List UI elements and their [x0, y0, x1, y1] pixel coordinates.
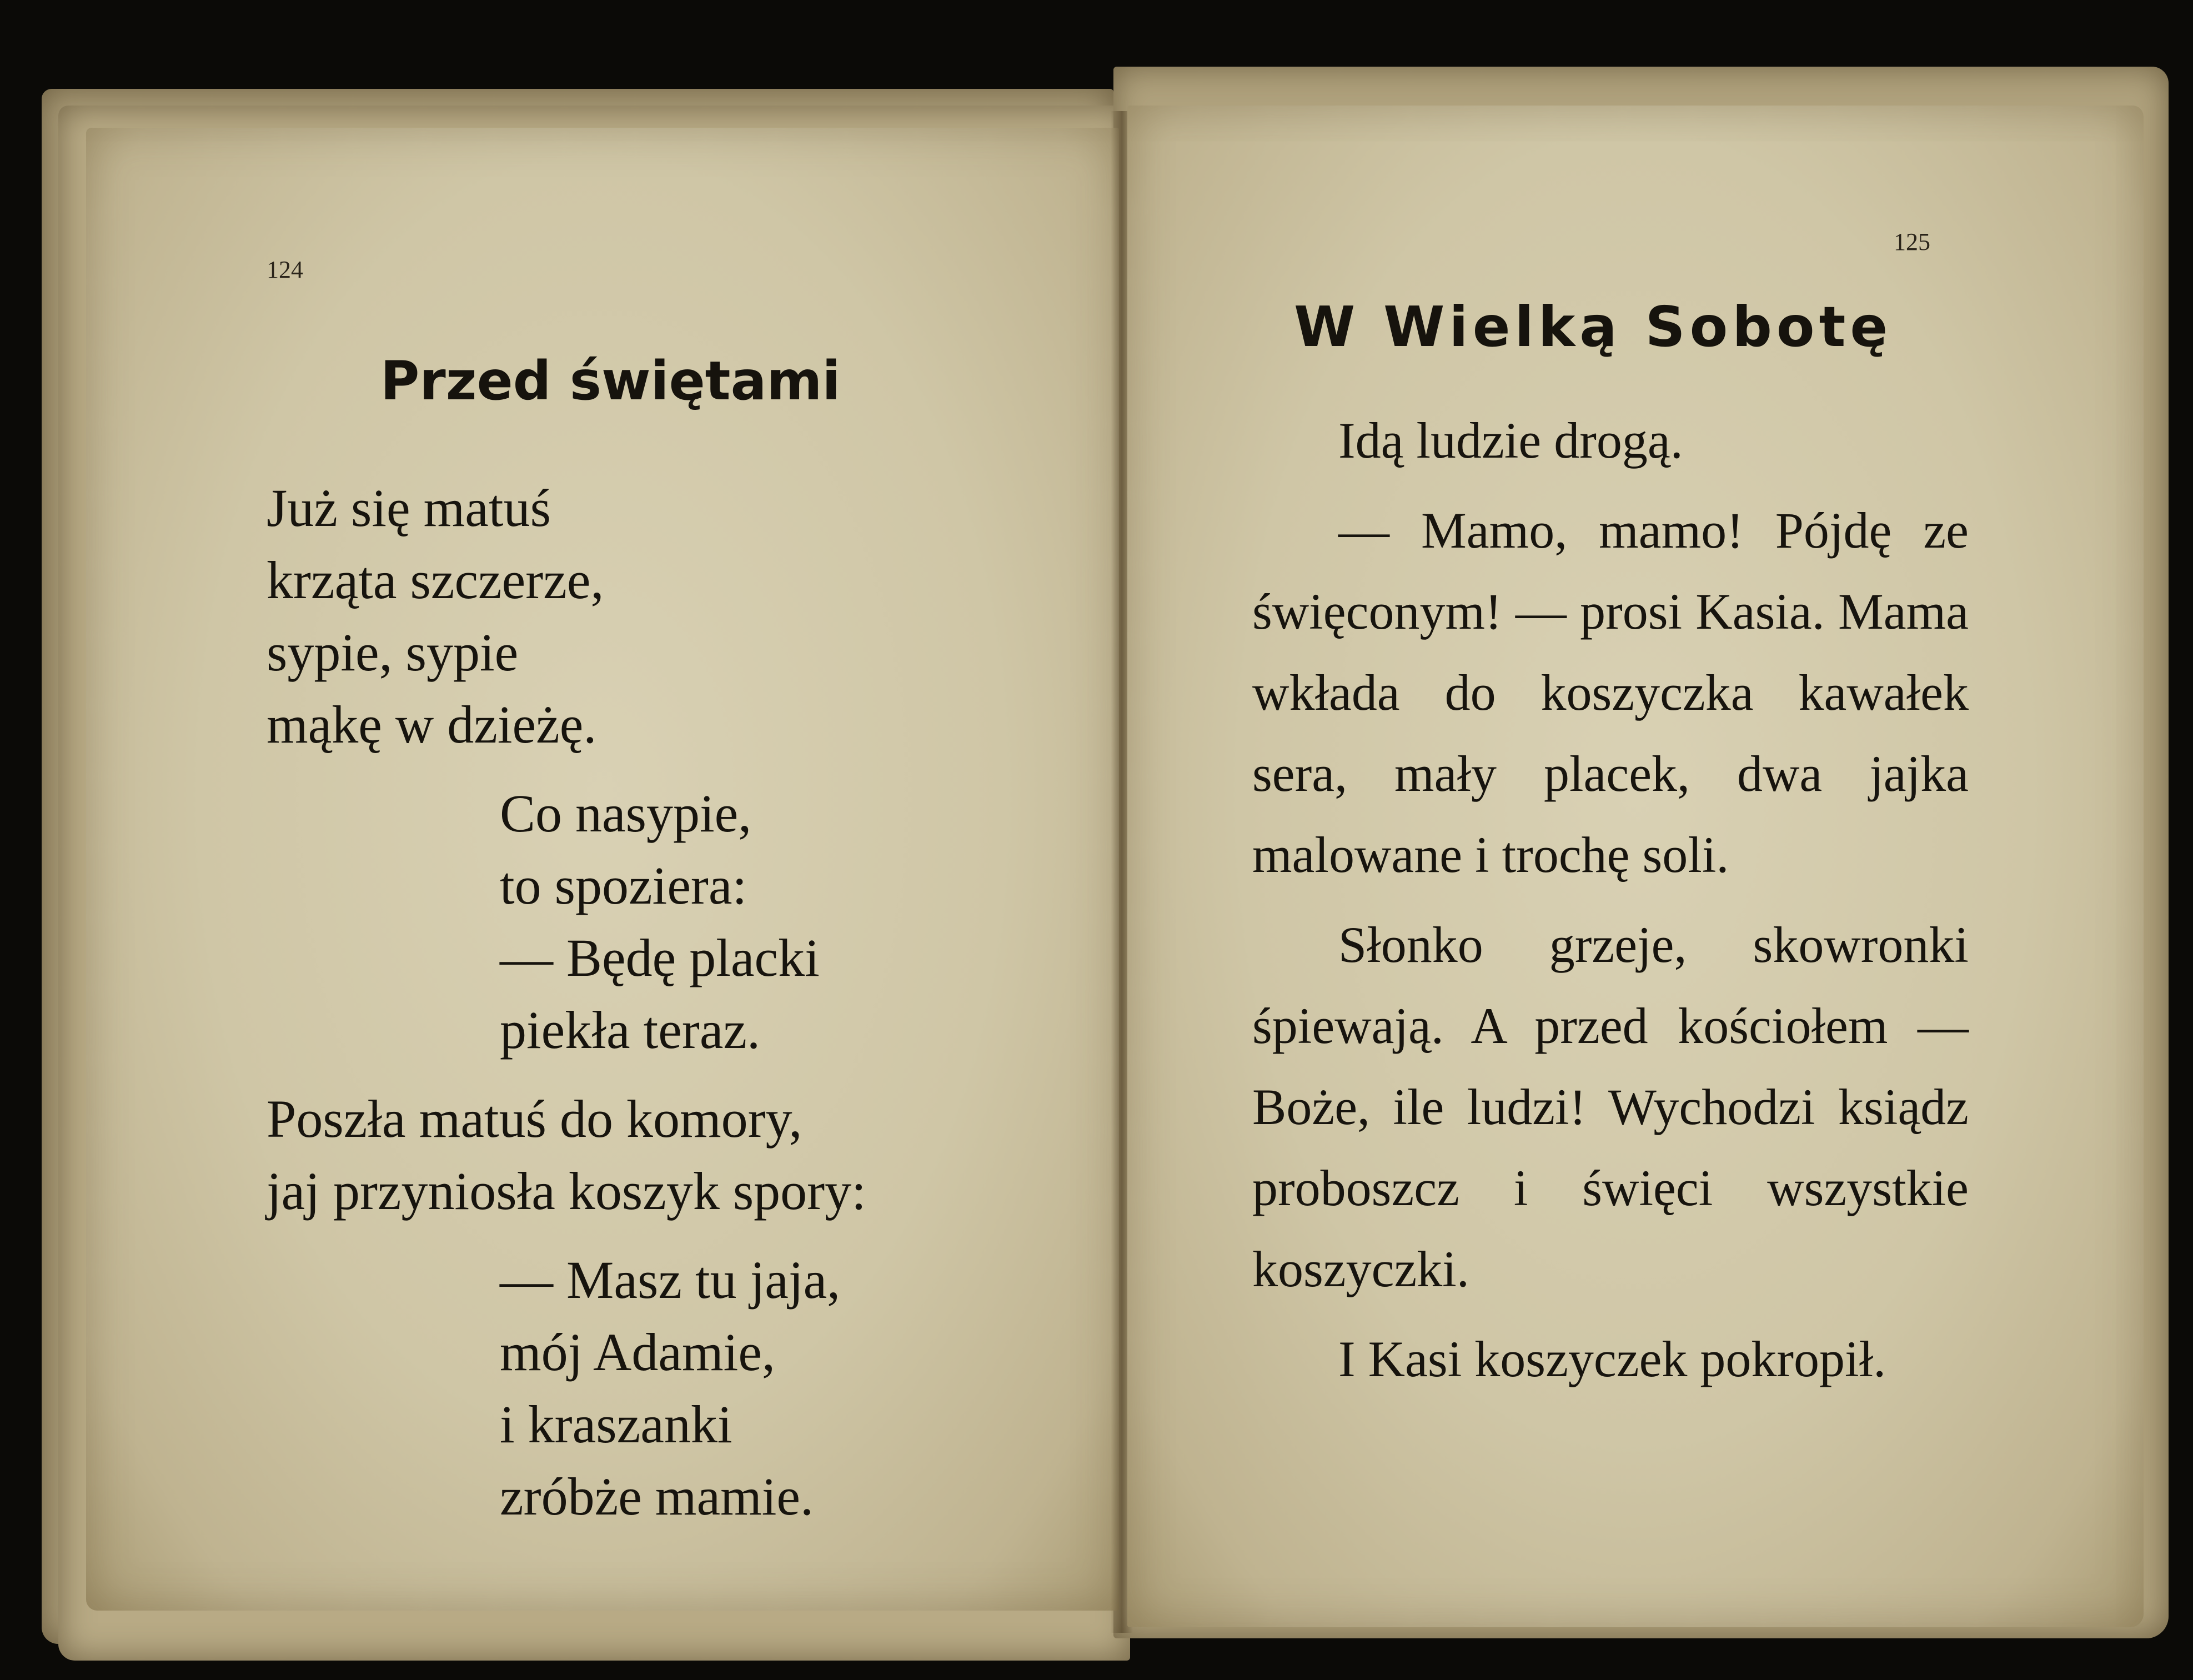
- verse-line: Poszła matuś do komory,: [267, 1089, 802, 1149]
- verse-line: Już się matuś: [267, 478, 551, 538]
- right-page: [1127, 106, 2144, 1627]
- verse-line: i kraszanki: [500, 1395, 732, 1454]
- left-page: [86, 128, 1119, 1611]
- verse-line: Co nasypie,: [500, 784, 752, 843]
- verse-line: sypie, sypie: [267, 623, 519, 682]
- open-book: [25, 39, 2180, 1655]
- verse-line: krząta szczerze,: [267, 550, 604, 610]
- paragraph: Słonko grzeje, skowronki śpiewają. A przed kościołem — Boże, ile ludzi! Wychodzi ksiądz proboszcz i święci wszystkie koszyczki.: [1252, 916, 1969, 1297]
- verse-line: mój Adamie,: [500, 1322, 775, 1382]
- verse-line: jaj przyniosła koszyk spory:: [267, 1161, 866, 1221]
- verse-line: zróbże mamie.: [500, 1467, 814, 1526]
- paragraph: I Kasi koszyczek pokropił.: [1338, 1331, 1886, 1387]
- prose-body: [1252, 400, 1969, 1400]
- paragraph: Idą ludzie drogą.: [1338, 412, 1683, 469]
- verse-line: piekła teraz.: [500, 1000, 761, 1060]
- stanza-2: [500, 778, 820, 1066]
- verse-line: to spoziera:: [500, 856, 747, 915]
- left-page-title: Przed świętami: [380, 350, 841, 412]
- page-number-right: 125: [1894, 228, 1930, 255]
- verse-line: mąkę w dzieżę.: [267, 695, 597, 754]
- verse-line: — Masz tu jaja,: [500, 1250, 841, 1310]
- stanza-1: [267, 472, 604, 761]
- page-number-left: 124: [267, 256, 303, 283]
- paragraph: — Mamo, mamo! Pójdę ze święconym! — prosi Kasia. Mama wkłada do koszyczka kawałek sera, mały placek, dwa jajka malowane i trochę soli.: [1252, 502, 1969, 883]
- verse-line: — Będę placki: [500, 928, 820, 987]
- stanza-4: [500, 1244, 840, 1533]
- stanza-3: [267, 1083, 866, 1227]
- right-page-title: W Wielką Sobotę: [1294, 294, 1893, 359]
